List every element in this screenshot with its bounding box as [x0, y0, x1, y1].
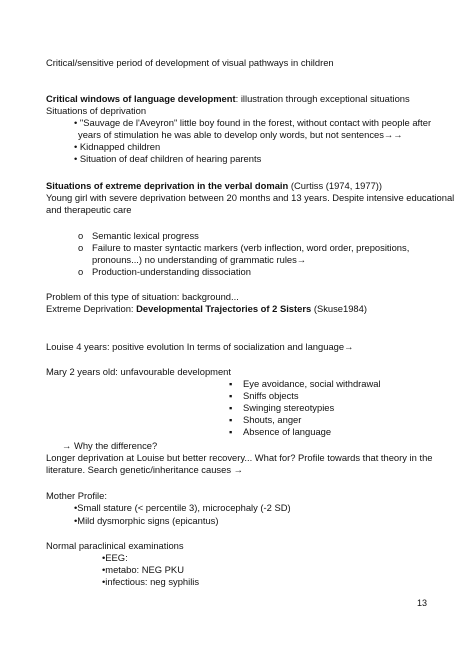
mary-symptom-4: ▪ Shouts, anger	[229, 414, 302, 425]
heading-extreme-deprivation	[46, 180, 382, 193]
mother-profile-item-2: •Mild dysmorphic signs (epicantus)	[74, 515, 219, 526]
list-item-aveyron-cont: years of stimulation he was able to develop only words, but not sentences→→	[78, 129, 403, 140]
circle-item-syntactic: o Failure to master syntactic markers (verb inflection, word order, prepositions,	[78, 242, 410, 253]
louise-text: Louise 4 years: positive evolution In terms of socialization and language→	[46, 341, 354, 352]
mary-symptom-1: ▪ Eye avoidance, social withdrawal	[229, 378, 381, 389]
paraclinical-metabo: •metabo: NEG PKU	[102, 564, 184, 575]
situations-deprivation-label: Situations of deprivation	[46, 105, 147, 116]
mary-symptom-2: ▪ Sniffs objects	[229, 390, 299, 401]
circle-item-dissociation: o Production-understanding dissociation	[78, 266, 251, 277]
list-item-deaf-children: • Situation of deaf children of hearing parents	[74, 153, 262, 164]
heading-critical-windows	[46, 93, 410, 106]
mary-symptom-5: ▪ Absence of language	[229, 426, 332, 437]
heading-visual-pathways: Critical/sensitive period of development of visual pathways in children	[46, 57, 334, 68]
mother-profile-label: Mother Profile:	[46, 490, 107, 501]
critical-windows-rest: : illustration through exceptional situations	[235, 93, 410, 104]
paraclinical-label: Normal paraclinical examinations	[46, 540, 184, 551]
paraclinical-infectious: •infectious: neg syphilis	[102, 576, 200, 587]
why-difference-text: → Why the difference?	[62, 440, 158, 451]
square-bullet: ▪	[229, 414, 233, 425]
problem-background-text: Problem of this type of situation: background...	[46, 291, 239, 302]
list-item-kidnapped: • Kidnapped children	[74, 141, 161, 152]
circle-marker: o	[78, 230, 84, 241]
extreme-deprivation-bold: Situations of extreme deprivation in the verbal domain	[46, 180, 289, 191]
extreme-deprivation-sisters: Extreme Deprivation: Developmental Trajectories of 2 Sisters (Skuse1984)	[46, 303, 367, 314]
paraclinical-eeg: •EEG:	[102, 552, 128, 563]
circle-item-semantic: o Semantic lexical progress	[78, 230, 199, 241]
page-number: 13	[417, 598, 428, 608]
square-bullet: ▪	[229, 378, 233, 389]
list-item-aveyron: • "Sauvage de l'Aveyron" little boy found in the forest, without contact with people after	[74, 117, 432, 128]
young-girl-text-cont: and therapeutic care	[46, 204, 132, 215]
young-girl-text: Young girl with severe deprivation between 20 months and 13 years. Despite intensive educational	[46, 192, 455, 203]
mary-text: Mary 2 years old: unfavourable development	[46, 366, 232, 377]
circle-item-syntactic-cont: pronouns...) no understanding of grammatic rules→	[92, 254, 307, 265]
circle-marker: o	[78, 266, 84, 277]
longer-deprivation-cont: literature. Search genetic/inheritance causes →	[46, 464, 243, 475]
square-bullet: ▪	[229, 402, 233, 413]
sisters-title-bold: Developmental Trajectories of 2 Sisters	[136, 303, 312, 314]
extreme-deprivation-rest: (Curtiss (1974, 1977))	[288, 180, 383, 191]
square-bullet: ▪	[229, 390, 233, 401]
bullet-marker: •	[74, 141, 78, 152]
square-bullet: ▪	[229, 426, 233, 437]
critical-windows-bold: Critical windows of language development	[46, 93, 236, 104]
mother-profile-item-1: •Small stature (< percentile 3), microcephaly (-2 SD)	[74, 502, 291, 513]
circle-marker: o	[78, 242, 84, 253]
bullet-marker: •	[74, 117, 78, 128]
longer-deprivation-text: Longer deprivation at Louise but better recovery... What for? Profile towards that theory in the	[46, 452, 433, 463]
bullet-marker: •	[74, 153, 78, 164]
mary-symptom-3: ▪ Swinging stereotypies	[229, 402, 335, 413]
